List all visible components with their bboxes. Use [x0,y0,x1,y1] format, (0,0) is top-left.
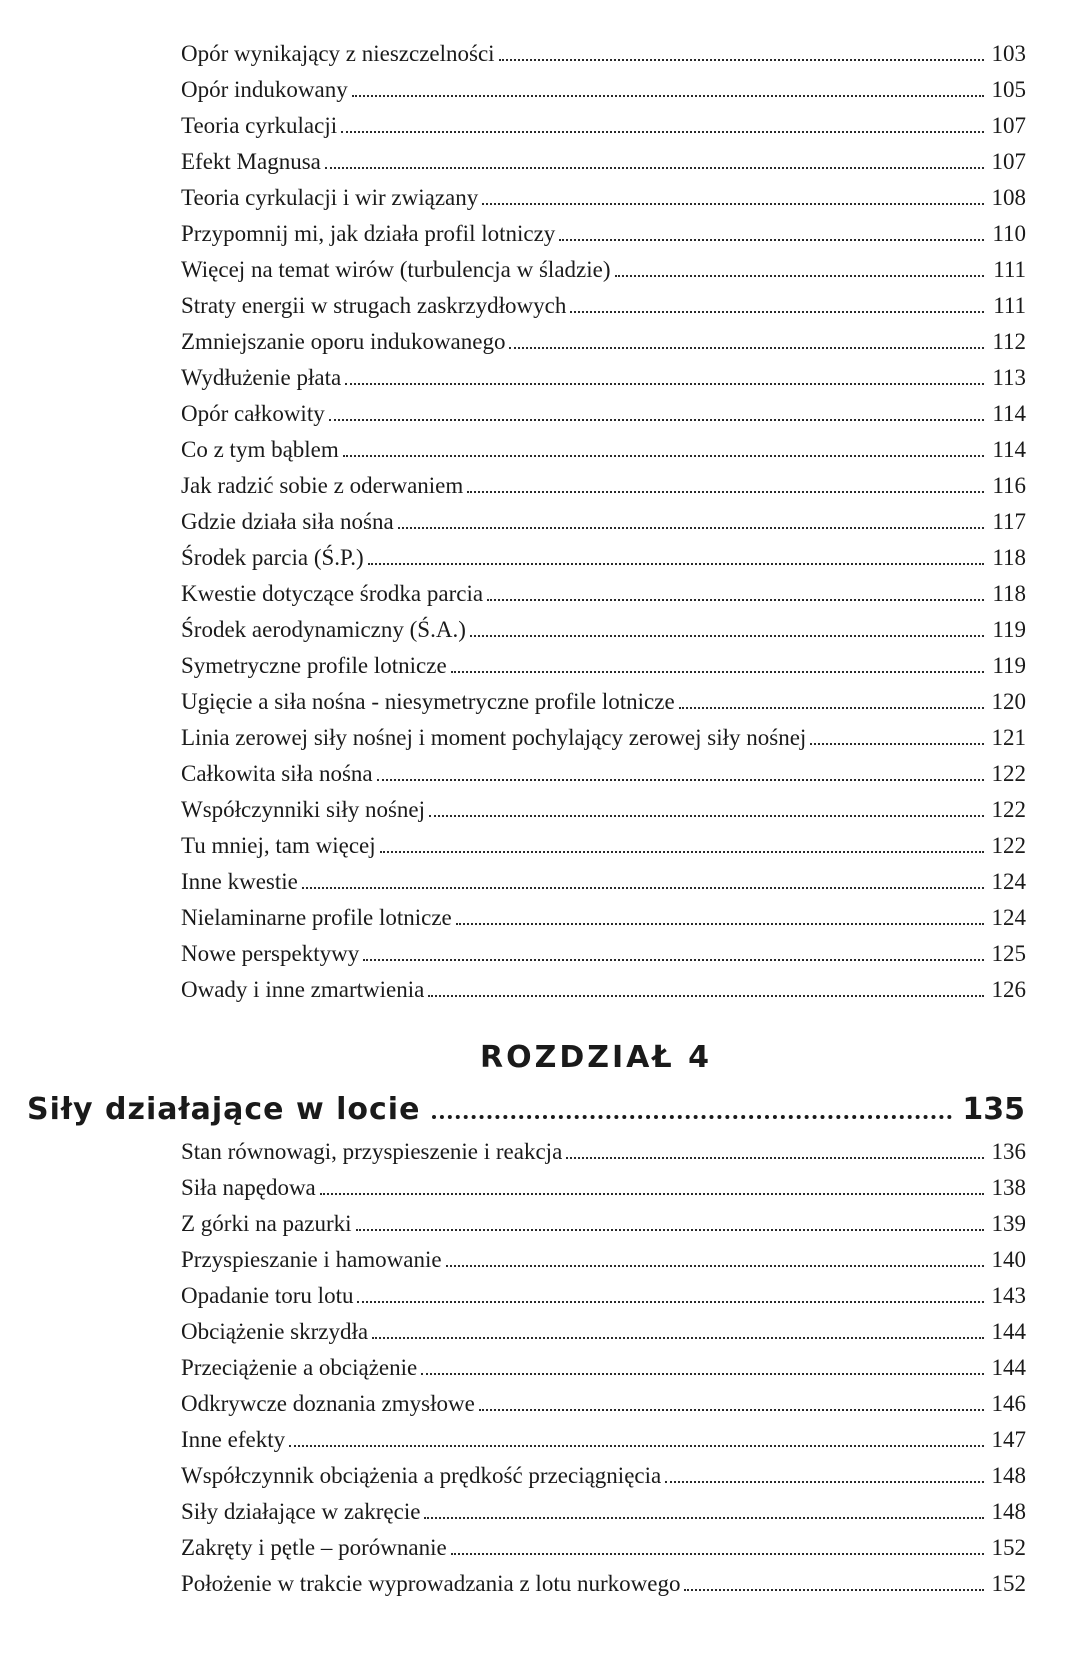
dot-leader [446,1265,984,1267]
dot-leader [615,275,985,277]
toc-entry-page-number: 146 [991,1391,1026,1416]
toc-entry [181,1530,1026,1566]
toc-entry-title: Nielaminarne profile lotnicze [181,905,452,930]
dot-leader [341,131,984,133]
dot-leader [363,959,984,961]
dot-leader [320,1193,984,1195]
toc-entry-title: Symetryczne profile lotnicze [181,653,447,678]
toc-entry-page-number: 124 [991,905,1026,930]
toc-entry [181,1206,1026,1242]
dot-leader [810,743,984,745]
toc-entry [181,1242,1026,1278]
toc-entry-page-number: 122 [991,761,1026,786]
toc-entry [181,216,1026,252]
toc-entry-page-number: 107 [991,113,1026,138]
toc-entry [181,792,1026,828]
toc-entry-title: Więcej na temat wirów (turbulencja w śladzie) [181,257,611,282]
toc-entry-page-number: 112 [992,329,1026,354]
toc-entry-title: Owady i inne zmartwienia [181,977,425,1002]
toc-entry-title: Przypomnij mi, jak działa profil lotniczy [181,221,556,246]
toc-entry [181,1134,1026,1170]
toc-entry-title: Teoria cyrkulacji [181,113,338,138]
toc-entry-page-number: 126 [991,977,1026,1002]
toc-entry [181,612,1026,648]
dot-leader [566,1157,984,1159]
dot-leader [499,59,984,61]
toc-entry-page-number: 118 [992,545,1026,570]
toc-entry [181,1422,1026,1458]
toc-entry-page-number: 108 [991,185,1026,210]
toc-entry [181,288,1026,324]
toc-entry-title: Położenie w trakcie wyprowadzania z lotu nurkowego [181,1571,681,1596]
dot-leader [356,1229,984,1231]
toc-entry-page-number: 125 [991,941,1026,966]
toc-entry-page-number: 144 [991,1319,1026,1344]
toc-entry-title: Inne kwestie [181,869,298,894]
dot-leader [372,1337,984,1339]
dot-leader [684,1589,984,1591]
dot-leader [559,239,984,241]
dot-leader [456,923,984,925]
toc-entry-page-number: 148 [991,1463,1026,1488]
chapter-page-number: 135 [962,1092,1025,1127]
dot-leader [329,419,984,421]
toc-entry [181,684,1026,720]
chapter-title-entry [27,1088,1025,1132]
toc-entry-title: Siły działające w zakręcie [181,1499,421,1524]
dot-leader [368,563,984,565]
toc-entry-page-number: 152 [991,1571,1026,1596]
toc-entry-page-number: 118 [992,581,1026,606]
toc-entry-title: Współczynnik obciążenia a prędkość przeciągnięcia [181,1463,662,1488]
toc-entry-title: Opór indukowany [181,77,348,102]
toc-entry-page-number: 113 [992,365,1026,390]
toc-entry [181,576,1026,612]
dot-leader [357,1301,984,1303]
dot-leader [451,1553,984,1555]
dot-leader [679,707,984,709]
toc-entry-page-number: 152 [991,1535,1026,1560]
toc-entry-page-number: 116 [992,473,1026,498]
toc-entry-title: Z górki na pazurki [181,1211,352,1236]
toc-entry-title: Przyspieszanie i hamowanie [181,1247,442,1272]
toc-entry [181,864,1026,900]
toc-entry-title: Zmniejszanie oporu indukowanego [181,329,506,354]
toc-entry [181,1458,1026,1494]
toc-entry [181,1350,1026,1386]
toc-entry-page-number: 148 [991,1499,1026,1524]
dot-leader [467,491,984,493]
toc-entry-page-number: 121 [991,725,1026,750]
toc-entry [181,324,1026,360]
toc-entry [181,1494,1026,1530]
dot-leader [487,599,984,601]
dot-leader [325,167,984,169]
toc-entry-title: Linia zerowej siły nośnej i moment pochylający zerowej siły nośnej [181,725,807,750]
toc-entry [181,432,1026,468]
toc-entry-page-number: 136 [991,1139,1026,1164]
toc-entry-title: Przeciążenie a obciążenie [181,1355,418,1380]
toc-entry [181,1566,1026,1602]
toc-entry-title: Nowe perspektywy [181,941,360,966]
dot-leader [451,671,984,673]
toc-entry [181,756,1026,792]
toc-entry-title: Teoria cyrkulacji i wir związany [181,185,479,210]
toc-entry [181,468,1026,504]
toc-entry [181,72,1026,108]
toc-entry-title: Stan równowagi, przyspieszenie i reakcja [181,1139,563,1164]
toc-entry [181,540,1026,576]
toc-entry-page-number: 124 [991,869,1026,894]
toc-entry-title: Ugięcie a siła nośna - niesymetryczne profile lotnicze [181,689,675,714]
toc-entry [181,900,1026,936]
toc-list-chapter-4 [181,1134,1026,1602]
toc-entry-page-number: 117 [992,509,1026,534]
toc-entry-page-number: 119 [992,653,1026,678]
dot-leader [429,815,984,817]
toc-entry-title: Gdzie działa siła nośna [181,509,394,534]
toc-entry-title: Środek parcia (Ś.P.) [181,545,364,570]
toc-entry-page-number: 138 [991,1175,1026,1200]
dot-leader [479,1409,984,1411]
toc-entry-title: Co z tym bąblem [181,437,339,462]
toc-entry [181,1314,1026,1350]
toc-entry-page-number: 111 [993,293,1026,318]
dot-leader [421,1373,984,1375]
toc-entry [181,1278,1026,1314]
dot-leader [289,1445,984,1447]
dot-leader [509,347,984,349]
toc-entry-page-number: 107 [991,149,1026,174]
toc-entry-page-number: 105 [991,77,1026,102]
toc-entry-page-number: 114 [992,401,1026,426]
toc-entry-title: Obciążenie skrzydła [181,1319,369,1344]
toc-entry-page-number: 143 [991,1283,1026,1308]
toc-entry-title: Całkowita siła nośna [181,761,373,786]
toc-entry-title: Straty energii w strugach zaskrzydłowych [181,293,567,318]
toc-entry [181,1386,1026,1422]
toc-entry-title: Wydłużenie płata [181,365,342,390]
toc-entry-page-number: 140 [991,1247,1026,1272]
dot-leader [482,203,984,205]
toc-entry-title: Opór całkowity [181,401,325,426]
toc-entry [181,720,1026,756]
toc-entry-title: Środek aerodynamiczny (Ś.A.) [181,617,466,642]
toc-list-before-chapter [181,36,1026,1008]
dot-leader [302,887,984,889]
toc-entry-title: Kwestie dotyczące środka parcia [181,581,484,606]
dot-leader [380,851,984,853]
toc-entry-page-number: 144 [991,1355,1026,1380]
toc-entry-title: Opór wynikający z nieszczelności [181,41,495,66]
toc-entry-page-number: 111 [993,257,1026,282]
toc-entry [181,360,1026,396]
chapter-title: Siły działające w locie [27,1092,421,1127]
toc-entry-title: Współczynniki siły nośnej [181,797,426,822]
toc-entry-title: Siła napędowa [181,1175,316,1200]
toc-entry-page-number: 122 [991,833,1026,858]
toc-entry [181,252,1026,288]
dot-leader [665,1481,984,1483]
dot-leader [352,95,984,97]
dot-leader [345,383,984,385]
toc-entry-page-number: 139 [991,1211,1026,1236]
chapter-heading: ROZDZIAŁ 4 [480,1040,712,1075]
toc-entry-page-number: 122 [991,797,1026,822]
toc-entry-title: Inne efekty [181,1427,286,1452]
toc-entry [181,180,1026,216]
toc-entry-title: Efekt Magnusa [181,149,321,174]
toc-entry-title: Opadanie toru lotu [181,1283,354,1308]
toc-entry-page-number: 120 [991,689,1026,714]
toc-entry [181,972,1026,1008]
toc-entry-page-number: 119 [992,617,1026,642]
toc-entry-page-number: 114 [992,437,1026,462]
toc-entry-page-number: 147 [991,1427,1026,1452]
dot-leader [428,995,984,997]
dot-leader [424,1517,984,1519]
toc-entry [181,108,1026,144]
toc-entry-title: Zakręty i pętle – porównanie [181,1535,447,1560]
toc-entry [181,1170,1026,1206]
dot-leader [343,455,984,457]
dot-leader [377,779,984,781]
toc-entry-title: Odkrywcze doznania zmysłowe [181,1391,475,1416]
toc-entry-title: Jak radzić sobie z oderwaniem [181,473,464,498]
dot-leader [432,1115,952,1119]
dot-leader [470,635,984,637]
dot-leader [570,311,984,313]
toc-entry [181,396,1026,432]
toc-entry-page-number: 110 [992,221,1026,246]
toc-entry [181,828,1026,864]
toc-entry-page-number: 103 [991,41,1026,66]
toc-entry [181,936,1026,972]
toc-entry [181,144,1026,180]
toc-entry [181,504,1026,540]
dot-leader [398,527,984,529]
toc-entry [181,648,1026,684]
toc-entry [181,36,1026,72]
toc-entry-title: Tu mniej, tam więcej [181,833,376,858]
